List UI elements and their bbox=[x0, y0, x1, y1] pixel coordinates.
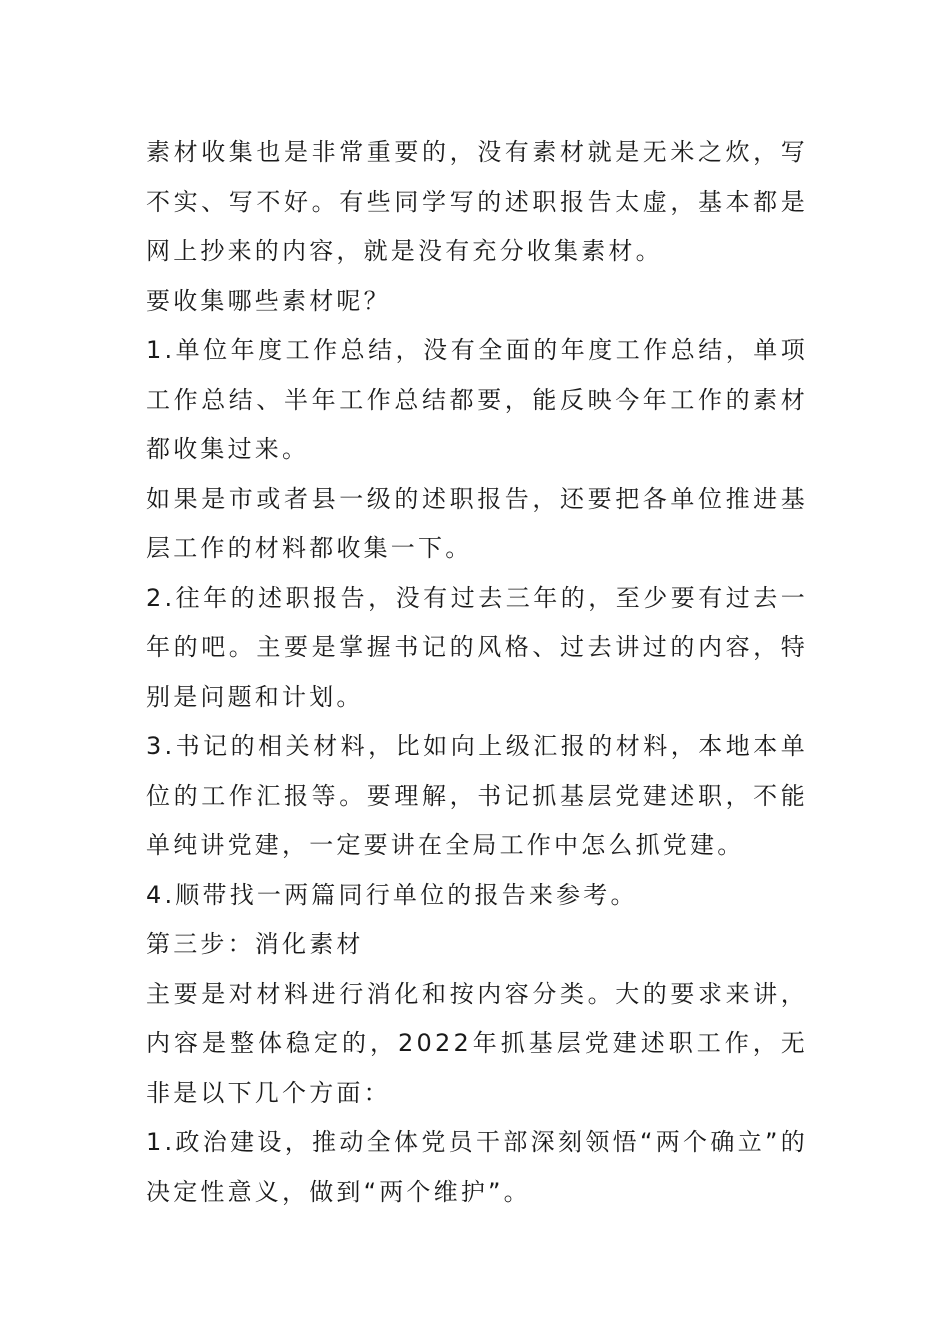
list-item-1-political-building: 1.政治建设，推动全体党员干部深刻领悟“两个确立”的决定性意义，做到“两个维护”。 bbox=[146, 1128, 808, 1206]
paragraph-question: 要收集哪些素材呢？ bbox=[146, 286, 391, 315]
list-item-3-secretary-materials: 3.书记的相关材料，比如向上级汇报的材料，本地本单位的工作汇报等。要理解，书记抓基层党建述职，不能单纯讲党建，一定要讲在全局工作中怎么抓党建。 bbox=[146, 732, 808, 859]
list-item-1-annual-summary: 1.单位年度工作总结，没有全面的年度工作总结，单项工作总结、半年工作总结都要，能反映今年工作的素材都收集过来。 bbox=[146, 336, 808, 463]
section-heading-step-three: 第三步：消化素材 bbox=[146, 930, 364, 958]
paragraph-material-importance: 素材收集也是非常重要的，没有素材就是无米之炊，写不实、写不好。有些同学写的述职报告太虚，基本都是网上抄来的内容，就是没有充分收集素材。 bbox=[146, 138, 808, 265]
list-item-4-peer-reports: 4.顺带找一两篇同行单位的报告来参考。 bbox=[146, 880, 638, 909]
document-body bbox=[146, 128, 808, 1217]
paragraph-city-county-note: 如果是市或者县一级的述职报告，还要把各单位推进基层工作的材料都收集一下。 bbox=[146, 484, 808, 562]
paragraph-digest-materials: 主要是对材料进行消化和按内容分类。大的要求来讲，内容是整体稳定的，2022年抓基层党建述职工作，无非是以下几个方面： bbox=[146, 979, 808, 1107]
list-item-2-previous-reports: 2.往年的述职报告，没有过去三年的，至少要有过去一年的吧。主要是掌握书记的风格、过去讲过的内容，特别是问题和计划。 bbox=[146, 583, 808, 711]
